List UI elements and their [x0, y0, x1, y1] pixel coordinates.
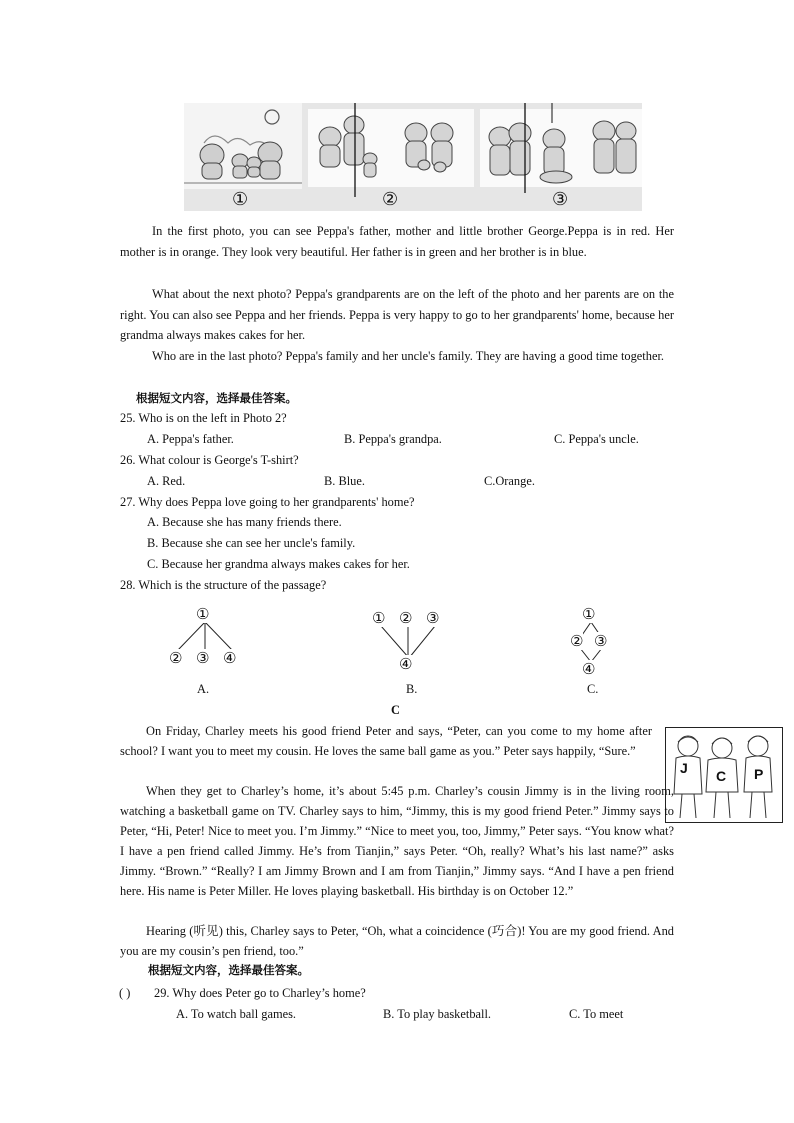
passage-c-paragraph-2: When they get to Charley’s home, it’s about 5:45 p.m. Charley’s cousin Jimmy is in the living room, watching a basketball game on TV. Charley says to him, “Jimmy, this is my good friend Peter.” Jimmy says to Peter, “Hi, Peter! Nice to meet you. I’m Jimmy.” “Nice to meet you, too, Jimmy,” Peter says. “You know what? I have a pen friend called Jimmy. He’s from Tianjin,” says Peter. “Oh, really? What’s his last name?” asks Jimmy. “Brown.” “Really? I am Jimmy Brown and I am from Tianjin,” Jimmy says. “And I have a pen friend here. His name is Peter Miller. He loves playing basketball. His birthday is on October 12.”: [120, 784, 674, 898]
question-29-answer-blank[interactable]: ( ): [119, 986, 131, 1000]
diagram-c-node-2: ②: [570, 632, 584, 650]
question-29-option-c[interactable]: C. To meet: [569, 1007, 624, 1021]
diagram-a-node-1: ①: [196, 605, 210, 623]
question-25-option-c[interactable]: C. Peppa's uncle.: [554, 432, 639, 446]
question-25-stem: 25. Who is on the left in Photo 2?: [120, 411, 287, 425]
diagram-a-node-2: ②: [169, 649, 183, 667]
question-26-option-a[interactable]: A. Red.: [147, 474, 186, 488]
peppa-photos-illustration: [184, 103, 642, 211]
passage-c-paragraph-1: On Friday, Charley meets his good friend Peter and says, “Peter, can you come to my home after school? I want you to meet my cousin. He loves the same ball game as you.” Peter says happily, “Sure.”: [120, 724, 652, 758]
diagram-a-node-4: ④: [223, 649, 237, 667]
question-29-option-a[interactable]: A. To watch ball games.: [176, 1007, 297, 1021]
passage-b-paragraph-2: What about the next photo? Peppa's grandparents are on the left of the photo and her parents are on the right. You can also see Peppa and her friends. Peppa is very happy to go to her grandparents' home, because her grandma always makes cakes for her.: [120, 287, 674, 343]
question-26-option-c[interactable]: C.Orange.: [484, 474, 535, 488]
diagram-c-node-3: ③: [594, 632, 608, 650]
shirt-label-j: J: [680, 760, 688, 776]
photo-caption-2: ②: [382, 189, 399, 210]
question-27-option-a[interactable]: A. Because she has many friends there.: [147, 515, 342, 529]
diagram-b-node-1: ①: [372, 609, 386, 627]
diagram-a-node-3: ③: [196, 649, 210, 667]
question-27-option-c[interactable]: C. Because her grandma always makes cakes for her.: [147, 557, 410, 571]
question-27-option-b[interactable]: B. Because she can see her uncle's family.: [147, 536, 356, 550]
question-26-stem: 26. What colour is George's T-shirt?: [120, 453, 299, 467]
question-26-option-b[interactable]: B. Blue.: [324, 474, 365, 488]
question-28-option-b[interactable]: B.: [406, 682, 418, 696]
question-25-option-a[interactable]: A. Peppa's father.: [147, 432, 234, 446]
diagram-b-node-2: ②: [399, 609, 413, 627]
diagram-c-node-1: ①: [582, 605, 596, 623]
passage-c-instruction: 根据短文内容，选择最佳答案。: [148, 963, 309, 977]
passage-c-paragraph-3: Hearing (听见) this, Charley says to Peter, “Oh, what a coincidence (巧合)! You are my good friend. And you are my cousin’s pen friend, too.”: [120, 924, 674, 958]
passage-b-paragraph-3: Who are in the last photo? Peppa's family and her uncle's family. They are having a good time together.: [152, 349, 664, 363]
question-28-stem: 28. Which is the structure of the passage?: [120, 578, 327, 592]
photo-caption-1: ①: [232, 189, 249, 210]
question-28-option-a[interactable]: A.: [197, 682, 210, 696]
question-27-stem: 27. Why does Peppa love going to her grandparents' home?: [120, 495, 415, 509]
peppa-photo-strip: [184, 103, 642, 211]
question-28-option-c[interactable]: C.: [587, 682, 599, 696]
passage-b-instruction: 根据短文内容，选择最佳答案。: [136, 391, 297, 405]
diagram-b-node-4: ④: [399, 655, 413, 673]
question-29-stem: 29. Why does Peter go to Charley’s home?: [154, 986, 366, 1000]
question-25-option-b[interactable]: B. Peppa's grandpa.: [344, 432, 442, 446]
question-29-option-b[interactable]: B. To play basketball.: [383, 1007, 491, 1021]
shirt-label-p: P: [754, 766, 764, 782]
photo-caption-3: ③: [552, 189, 569, 210]
diagram-c-node-4: ④: [582, 660, 596, 678]
passage-b-paragraph-1: In the first photo, you can see Peppa's father, mother and little brother George.Peppa is in red. Her mother is in orange. They look very beautiful. Her father is in green and her brother is in blue.: [120, 224, 674, 259]
shirt-label-c: C: [716, 768, 727, 784]
diagram-b-node-3: ③: [426, 609, 440, 627]
cousins-illustration: [665, 727, 783, 823]
passage-c-heading: C: [391, 703, 400, 717]
